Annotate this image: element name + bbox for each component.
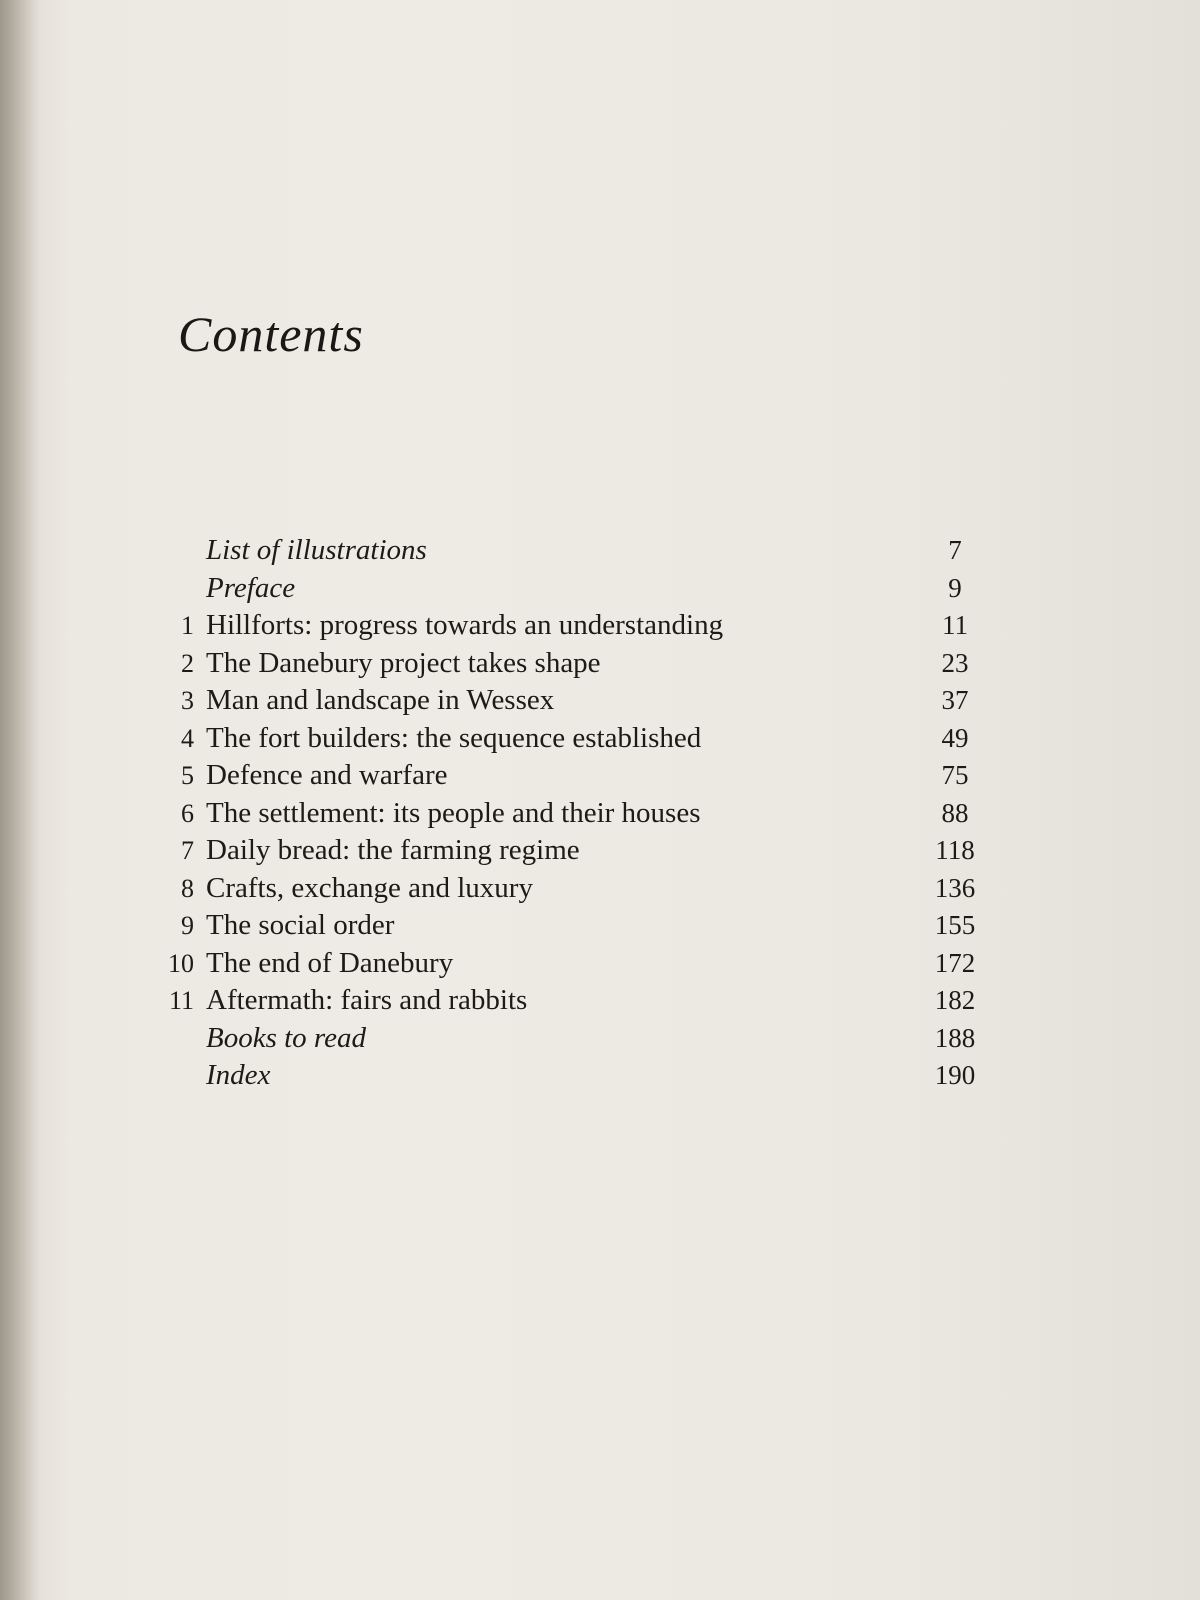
toc-chapter-number: 5 xyxy=(181,761,194,790)
toc-row xyxy=(140,795,990,833)
toc-entry-title: Defence and warfare xyxy=(206,759,448,791)
toc-page-number: 7 xyxy=(948,535,962,565)
toc-entry-title: Aftermath: fairs and rabbits xyxy=(206,984,528,1016)
toc-entry-title: The Danebury project takes shape xyxy=(206,646,601,679)
toc-page-number: 75 xyxy=(941,760,969,790)
gutter-shadow xyxy=(0,0,40,1600)
toc-chapter-number: 4 xyxy=(181,723,194,753)
toc-chapter-number: 8 xyxy=(181,873,194,903)
toc-row xyxy=(140,720,990,758)
toc-chapter-number: 7 xyxy=(181,836,194,865)
toc-entry-title: Books to read xyxy=(206,1021,367,1054)
toc-row xyxy=(140,1057,990,1095)
toc-entry-title: The social order xyxy=(206,909,395,941)
toc-entry-title: The fort builders: the sequence established xyxy=(206,721,702,754)
toc-chapter-number: 10 xyxy=(168,948,194,978)
toc-row xyxy=(140,645,990,683)
toc-entry-title: List of illustrations xyxy=(206,534,427,566)
toc-row xyxy=(140,532,990,570)
toc-page-number: 37 xyxy=(941,685,969,715)
toc-chapter-number: 9 xyxy=(181,911,194,940)
toc-entry-title: Preface xyxy=(206,571,296,604)
toc-row xyxy=(140,982,990,1020)
table-of-contents xyxy=(140,532,990,1095)
toc-row xyxy=(140,870,990,908)
toc-row xyxy=(140,1020,990,1058)
toc-row xyxy=(140,607,990,645)
toc-entry-title: Crafts, exchange and luxury xyxy=(206,871,533,904)
toc-page-number: 118 xyxy=(935,835,975,865)
toc-row xyxy=(140,682,990,720)
toc-chapter-number: 2 xyxy=(181,648,194,678)
toc-page-number: 172 xyxy=(934,947,976,978)
toc-page-number: 188 xyxy=(934,1022,976,1053)
toc-chapter-number: 3 xyxy=(181,686,194,715)
toc-page-number: 9 xyxy=(948,572,962,603)
toc-page-number: 23 xyxy=(941,647,969,678)
toc-row xyxy=(140,757,990,795)
toc-chapter-number: 6 xyxy=(181,798,194,828)
toc-row xyxy=(140,945,990,983)
toc-page-number: 155 xyxy=(934,910,976,940)
toc-row xyxy=(140,832,990,870)
toc-entry-title: Hillforts: progress towards an understanding xyxy=(206,609,724,641)
toc-page-number: 49 xyxy=(941,722,969,753)
toc-entry-title: The end of Danebury xyxy=(206,946,454,979)
toc-chapter-number: 11 xyxy=(168,986,194,1015)
toc-page-number: 11 xyxy=(942,610,968,640)
toc-chapter-number: 1 xyxy=(181,611,194,640)
toc-page-number: 88 xyxy=(941,797,969,828)
toc-row xyxy=(140,907,990,945)
toc-entry-title: The settlement: its people and their houses xyxy=(206,796,701,829)
contents-heading: Contents xyxy=(178,306,364,362)
toc-entry-title: Man and landscape in Wessex xyxy=(206,684,555,716)
toc-row xyxy=(140,570,990,608)
toc-entry-title: Index xyxy=(206,1059,271,1091)
toc-entry-title: Daily bread: the farming regime xyxy=(206,834,580,866)
toc-page-number: 136 xyxy=(934,872,976,903)
toc-page-number: 182 xyxy=(934,985,976,1015)
toc-page-number: 190 xyxy=(934,1060,976,1090)
